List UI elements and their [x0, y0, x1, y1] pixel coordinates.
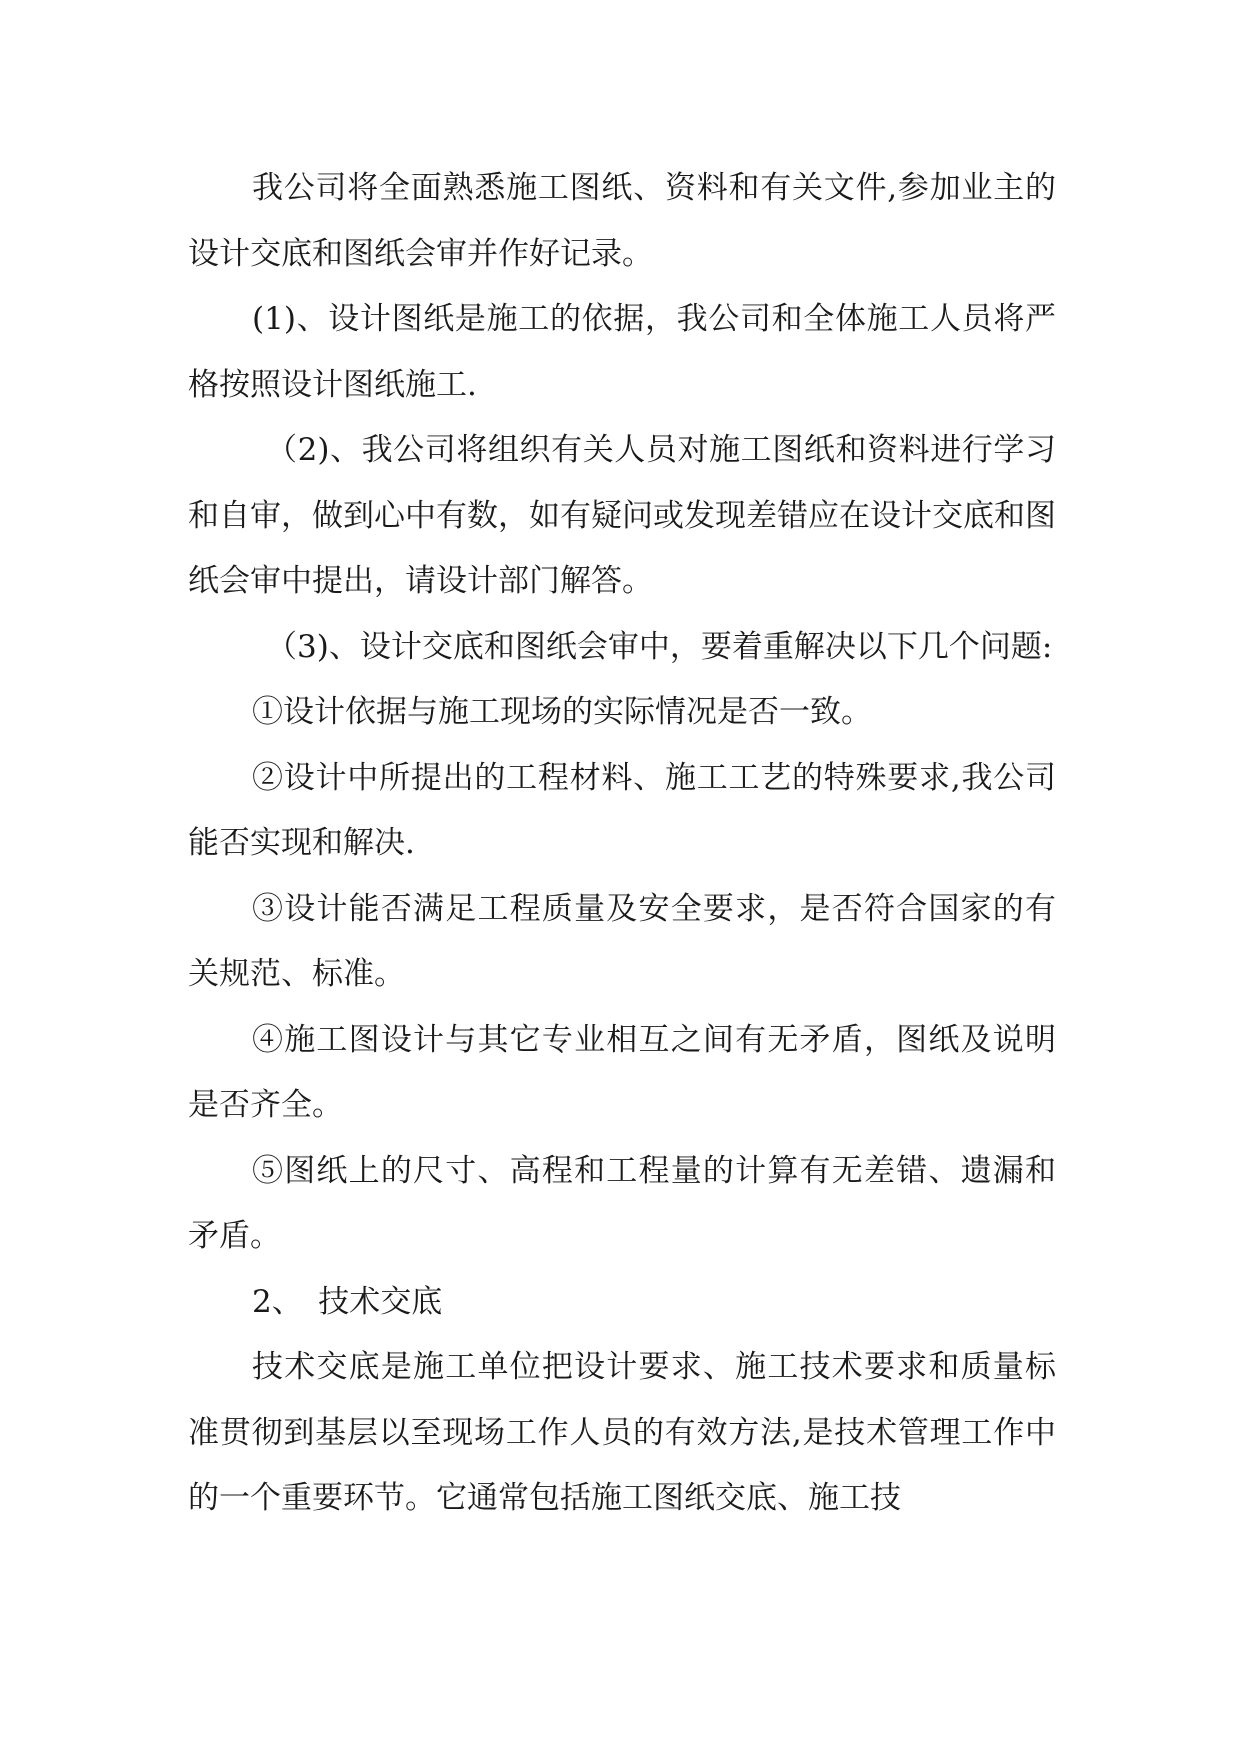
- document-body: [188, 156, 1056, 1532]
- paragraph-item-3: （3)、设计交底和图纸会审中，要着重解决以下几个问题:: [266, 628, 1053, 665]
- list-item-circled-5: ⑤图纸上的尺寸、高程和工程量的计算有无差错、遗漏和矛盾。: [188, 1152, 1056, 1254]
- paragraph-intro: 我公司将全面熟悉施工图纸、资料和有关文件,参加业主的设计交底和图纸会审并作好记录。: [188, 170, 1056, 272]
- paragraph-technical-disclosure: 技术交底是施工单位把设计要求、施工技术要求和质量标准贯彻到基层以至现场工作人员的有效方法,是技术管理工作中的一个重要环节。它通常包括施工图纸交底、施工技: [188, 1349, 1056, 1516]
- paragraph-item-1: (1)、设计图纸是施工的依据，我公司和全体施工人员将严格按照设计图纸施工.: [188, 301, 1056, 403]
- section-heading: 2、 技术交底: [252, 1283, 443, 1320]
- list-item-circled-4: ④施工图设计与其它专业相互之间有无矛盾，图纸及说明是否齐全。: [188, 1021, 1056, 1123]
- list-item-circled-2: ②设计中所提出的工程材料、施工工艺的特殊要求,我公司能否实现和解决.: [188, 759, 1056, 861]
- list-item-circled-1: ①设计依据与施工现场的实际情况是否一致。: [252, 694, 872, 730]
- list-item-circled-3: ③设计能否满足工程质量及安全要求，是否符合国家的有关规范、标准。: [188, 890, 1056, 992]
- paragraph-item-2: （2)、我公司将组织有关人员对施工图纸和资料进行学习和自审，做到心中有数，如有疑问或发现差错应在设计交底和图纸会审中提出，请设计部门解答。: [188, 432, 1056, 599]
